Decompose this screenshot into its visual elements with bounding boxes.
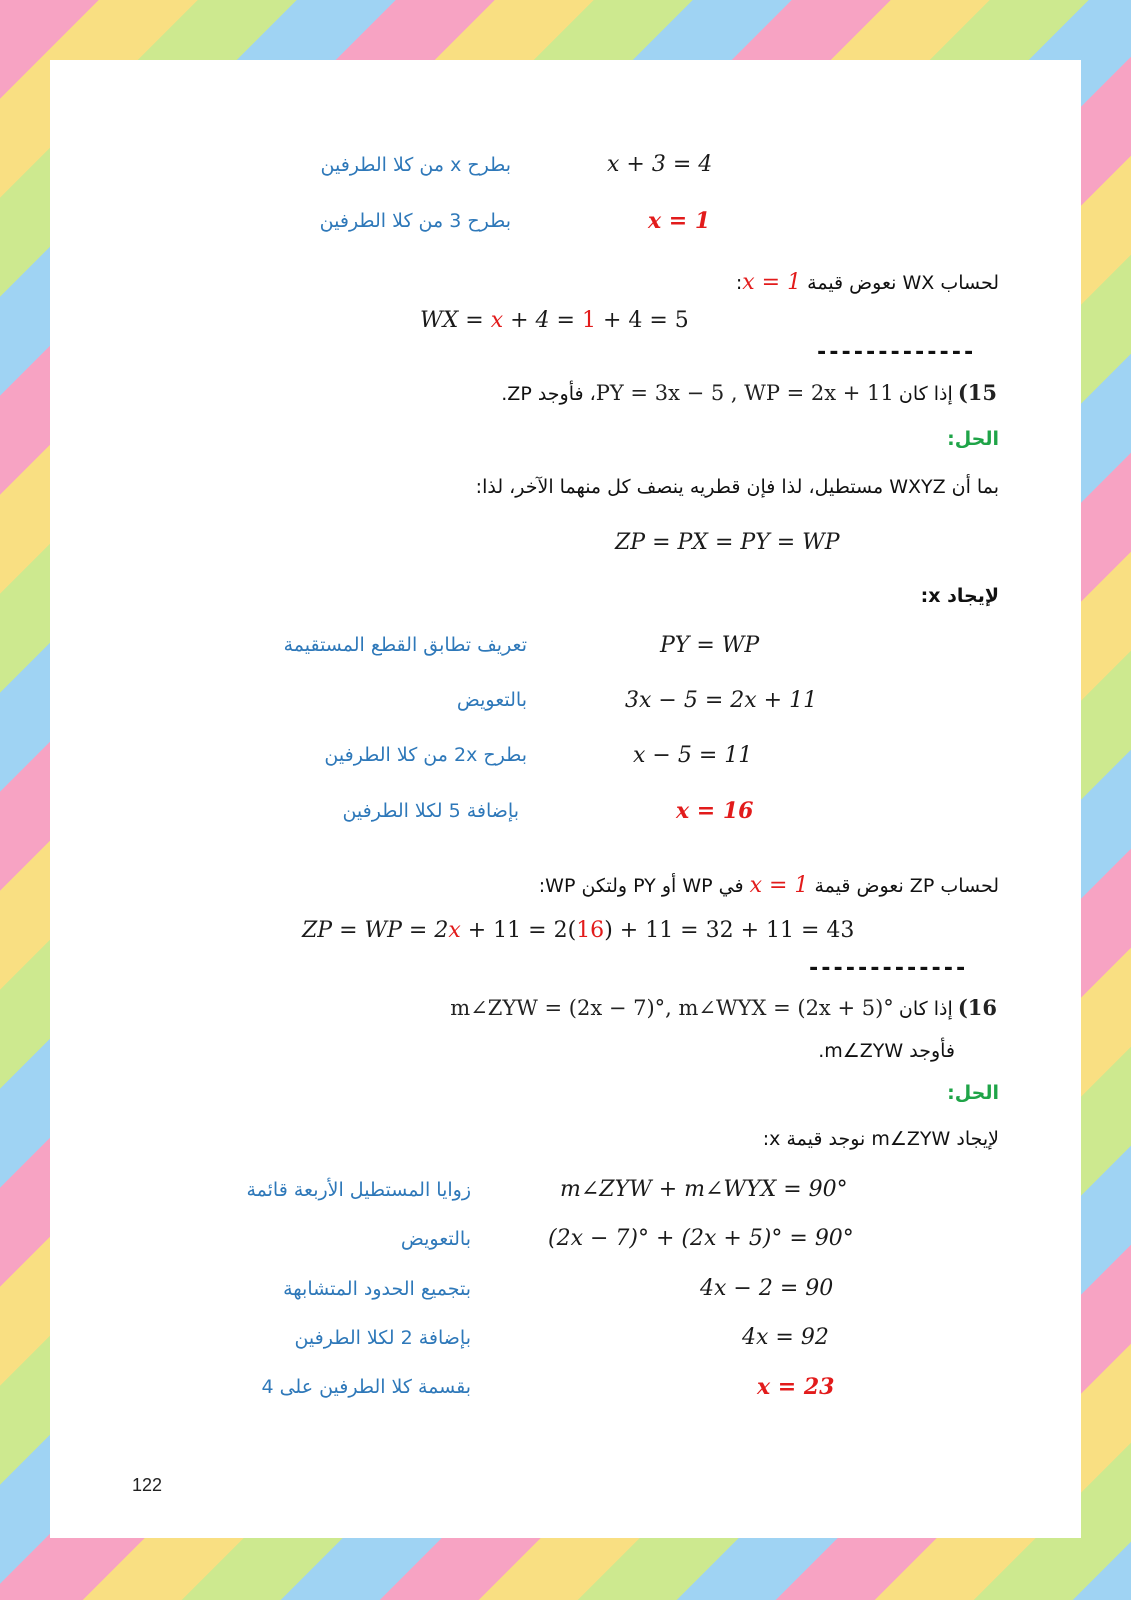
wx-part-x: x [490, 308, 504, 333]
q16-step-3-note: بتجميع الحدود المتشابهة [283, 1278, 471, 1300]
question-15-text-1: إذا كان [898, 383, 953, 405]
zp-substitute-post: في WP أو PY ولتكن WP: [538, 875, 744, 897]
q15-step-1-note: تعريف تطابق القطع المستقيمة [283, 634, 527, 656]
zp-substitute-line [539, 873, 999, 898]
q15-step-4-eq: x = 16 [676, 798, 754, 824]
q16-step-1-eq: m∠ZYW + m∠WYX = 90° [560, 1177, 848, 1202]
question-15-math: PY = 3x − 5 , WP = 2x + 11 [595, 381, 894, 405]
zp-part-x: x [448, 918, 461, 943]
q16-step-5-note: بقسمة كلا الطرفين على 4 [261, 1376, 471, 1398]
solution-label-15: الحل: [947, 428, 999, 450]
zp-part-sixteen: 16 [576, 918, 605, 943]
zp-part-a: ZP = WP = 2 [302, 918, 449, 943]
divider-2: ------------- [807, 956, 967, 981]
zp-part-e: ) + 11 = 32 + 11 = 43 [604, 918, 855, 943]
find-x-label: لإيجاد x: [920, 585, 999, 607]
q16-step-1-note: زوايا المستطيل الأربعة قائمة [246, 1179, 471, 1201]
wx-calculation [420, 308, 689, 333]
substitute-value: x = 1 [742, 270, 802, 295]
substitute-text: لحساب WX نعوض قيمة [807, 272, 999, 294]
question-16-text-1: إذا كان [898, 998, 953, 1020]
question-15-number: 15) [957, 380, 997, 405]
wx-part-a: WX = [420, 308, 491, 333]
question-16-line-2: فأوجد m∠ZYW. [818, 1040, 955, 1062]
q15-step-2-eq: 3x − 5 = 2x + 11 [625, 688, 818, 713]
zp-part-c: + 11 = 2( [460, 918, 577, 943]
equation-result-1: x = 1 [648, 208, 711, 234]
q16-step-4-note: بإضافة 2 لكلا الطرفين [294, 1327, 471, 1349]
question-16-math: m∠ZYW = (2x − 7)°, m∠WYX = (2x + 5)° [450, 996, 894, 1020]
zp-substitute-text: لحساب ZP نعوض قيمة [814, 875, 999, 897]
question-16 [450, 995, 997, 1020]
q15-step-3-note: بطرح 2x من كلا الطرفين [324, 744, 527, 766]
page-number: 122 [132, 1475, 163, 1495]
zp-calculation [302, 918, 854, 943]
q15-step-3-eq: x − 5 = 11 [633, 743, 753, 768]
step-note-1: بطرح x من كلا الطرفين [320, 154, 511, 176]
substitute-line [736, 270, 999, 295]
find-angle-label: لإيجاد m∠ZYW نوجد قيمة x: [762, 1128, 999, 1150]
wx-part-e: + 4 = 5 [595, 308, 689, 333]
equation-step-1: x + 3 = 4 [607, 152, 713, 177]
q16-step-2-eq: (2x − 7)° + (2x + 5)° = 90° [548, 1226, 854, 1251]
divider-1: ------------- [815, 340, 975, 365]
question-16-number: 16) [957, 995, 997, 1020]
step-note-2: بطرح 3 من كلا الطرفين [319, 210, 511, 232]
q16-step-4-eq: 4x = 92 [742, 1325, 829, 1350]
q15-step-2-note: بالتعويض [456, 689, 527, 711]
question-15 [501, 380, 997, 405]
question-15-text-2: ، فأوجد ZP. [501, 383, 596, 405]
substitute-colon: : [735, 272, 743, 294]
q16-step-2-note: بالتعويض [400, 1228, 471, 1250]
wx-part-one: 1 [581, 308, 596, 333]
q16-step-3-eq: 4x − 2 = 90 [700, 1276, 834, 1301]
zp-substitute-value: x = 1 [749, 873, 809, 898]
equal-segments: ZP = PX = PY = WP [615, 530, 840, 555]
since-statement: بما أن WXYZ مستطيل، لذا فإن قطريه ينصف كل منهما الآخر، لذا: [475, 476, 999, 498]
solution-label-16: الحل: [947, 1082, 999, 1104]
q16-step-5-eq: x = 23 [757, 1374, 835, 1400]
wx-part-c: + 4 = [503, 308, 582, 333]
q15-step-1-eq: PY = WP [660, 633, 760, 658]
q15-step-4-note: بإضافة 5 لكلا الطرفين [342, 800, 519, 822]
